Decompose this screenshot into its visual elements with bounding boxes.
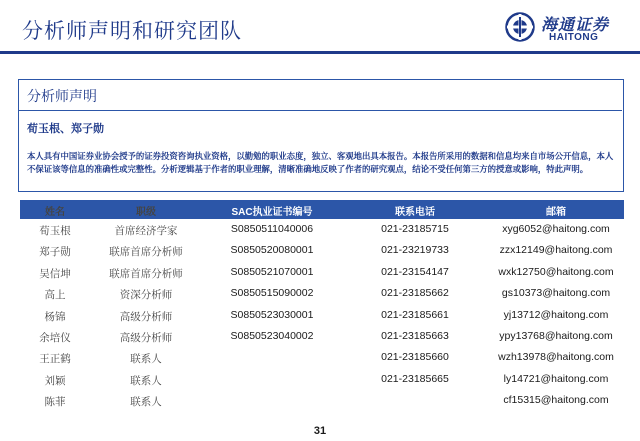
statement-analysts: 荀玉根、郑子勋 bbox=[27, 122, 104, 135]
page-title: 分析师声明和研究团队 bbox=[22, 19, 242, 43]
cell-phone: 021-23185715 bbox=[381, 223, 449, 235]
cell-email[interactable]: gs10373@haitong.com bbox=[501, 287, 611, 300]
cell-sac-number: S0850521070001 bbox=[230, 265, 314, 278]
cell-title: 联系人 bbox=[130, 374, 162, 387]
table-row bbox=[20, 369, 624, 390]
cell-email[interactable]: ly14721@haitong.com bbox=[503, 372, 609, 385]
cell-sac-number: S0850515090002 bbox=[230, 287, 314, 300]
cell-title: 联席首席分析师 bbox=[109, 267, 183, 280]
cell-email[interactable]: xyg6052@haitong.com bbox=[502, 223, 610, 235]
cell-sac-number: S0850511040006 bbox=[230, 223, 314, 235]
header-phone: 联系电话 bbox=[395, 207, 435, 218]
statement-title: 分析师声明 bbox=[27, 89, 97, 105]
page-number: 31 bbox=[313, 425, 327, 437]
header-name: 姓名 bbox=[45, 207, 65, 218]
cell-title: 高级分析师 bbox=[119, 310, 173, 323]
cell-phone: 021-23219733 bbox=[381, 244, 449, 257]
table-row bbox=[20, 347, 624, 368]
company-logo bbox=[505, 12, 625, 46]
table-row bbox=[20, 305, 624, 326]
cell-phone: 021-23185660 bbox=[381, 351, 449, 364]
cell-email[interactable]: zzx12149@haitong.com bbox=[499, 244, 613, 257]
statement-divider bbox=[19, 110, 622, 111]
cell-email[interactable]: ypy13768@haitong.com bbox=[499, 329, 613, 342]
cell-name: 郑子勋 bbox=[39, 246, 71, 259]
cell-phone: 021-23185661 bbox=[381, 308, 449, 321]
header-title: 职级 bbox=[136, 207, 156, 218]
logo-english-name: HAITONG bbox=[549, 32, 599, 43]
cell-name: 余培仪 bbox=[39, 331, 71, 344]
cell-sac-number: S0850523030001 bbox=[230, 308, 314, 321]
cell-phone: 021-23185665 bbox=[381, 372, 449, 385]
analyst-statement-box bbox=[18, 79, 624, 192]
table-row bbox=[20, 326, 624, 347]
table-header bbox=[20, 200, 624, 219]
cell-phone: 021-23154147 bbox=[381, 265, 449, 278]
cell-email[interactable]: yj13712@haitong.com bbox=[503, 308, 609, 321]
cell-title: 联系人 bbox=[130, 353, 162, 366]
page-header bbox=[0, 0, 640, 52]
cell-title: 联系人 bbox=[130, 396, 162, 409]
cell-title: 首席经济学家 bbox=[114, 225, 178, 237]
cell-title: 高级分析师 bbox=[119, 331, 173, 344]
cell-email[interactable]: wzh13978@haitong.com bbox=[498, 351, 614, 364]
cell-name: 杨锦 bbox=[44, 310, 66, 323]
header-divider bbox=[0, 51, 640, 54]
team-table bbox=[20, 200, 624, 412]
cell-title: 资深分析师 bbox=[119, 289, 173, 302]
header-email: 邮箱 bbox=[546, 207, 566, 218]
table-row bbox=[20, 283, 624, 304]
statement-text: 本人具有中国证券业协会授予的证券投资咨询执业资格，以勤勉的职业态度，独立、客观地出具本报告。本报告所采用的数据和信息均来自市场公开信息，本人不保证该等信息的准确性或完整性。分析逻辑基于作者的职业理解，清晰准确地反映了作者的研究观点，结论不受任何第三方的授意或影响，特此声明。 bbox=[27, 151, 614, 174]
table-body bbox=[20, 219, 624, 412]
cell-name: 荀玉根 bbox=[39, 225, 71, 237]
logo-chinese-name: 海通证券 bbox=[541, 15, 610, 34]
table-row bbox=[20, 240, 624, 261]
cell-name: 刘颖 bbox=[44, 374, 66, 387]
cell-name: 陈菲 bbox=[44, 396, 66, 409]
table-row bbox=[20, 390, 624, 411]
haitong-logo-icon bbox=[505, 12, 535, 42]
cell-title: 联席首席分析师 bbox=[109, 246, 183, 259]
header-sac: SAC执业证书编号 bbox=[231, 207, 313, 218]
table-row bbox=[20, 219, 624, 240]
cell-name: 吴信坤 bbox=[39, 267, 71, 280]
cell-name: 王正鹤 bbox=[39, 353, 71, 366]
cell-phone: 021-23185663 bbox=[381, 329, 449, 342]
cell-phone: 021-23185662 bbox=[381, 287, 449, 300]
cell-name: 高上 bbox=[44, 289, 66, 302]
cell-sac-number: S0850520080001 bbox=[230, 244, 314, 257]
cell-email[interactable]: cf15315@haitong.com bbox=[503, 394, 609, 407]
table-row bbox=[20, 262, 624, 283]
cell-sac-number: S0850523040002 bbox=[230, 329, 314, 342]
cell-email[interactable]: wxk12750@haitong.com bbox=[498, 265, 614, 278]
